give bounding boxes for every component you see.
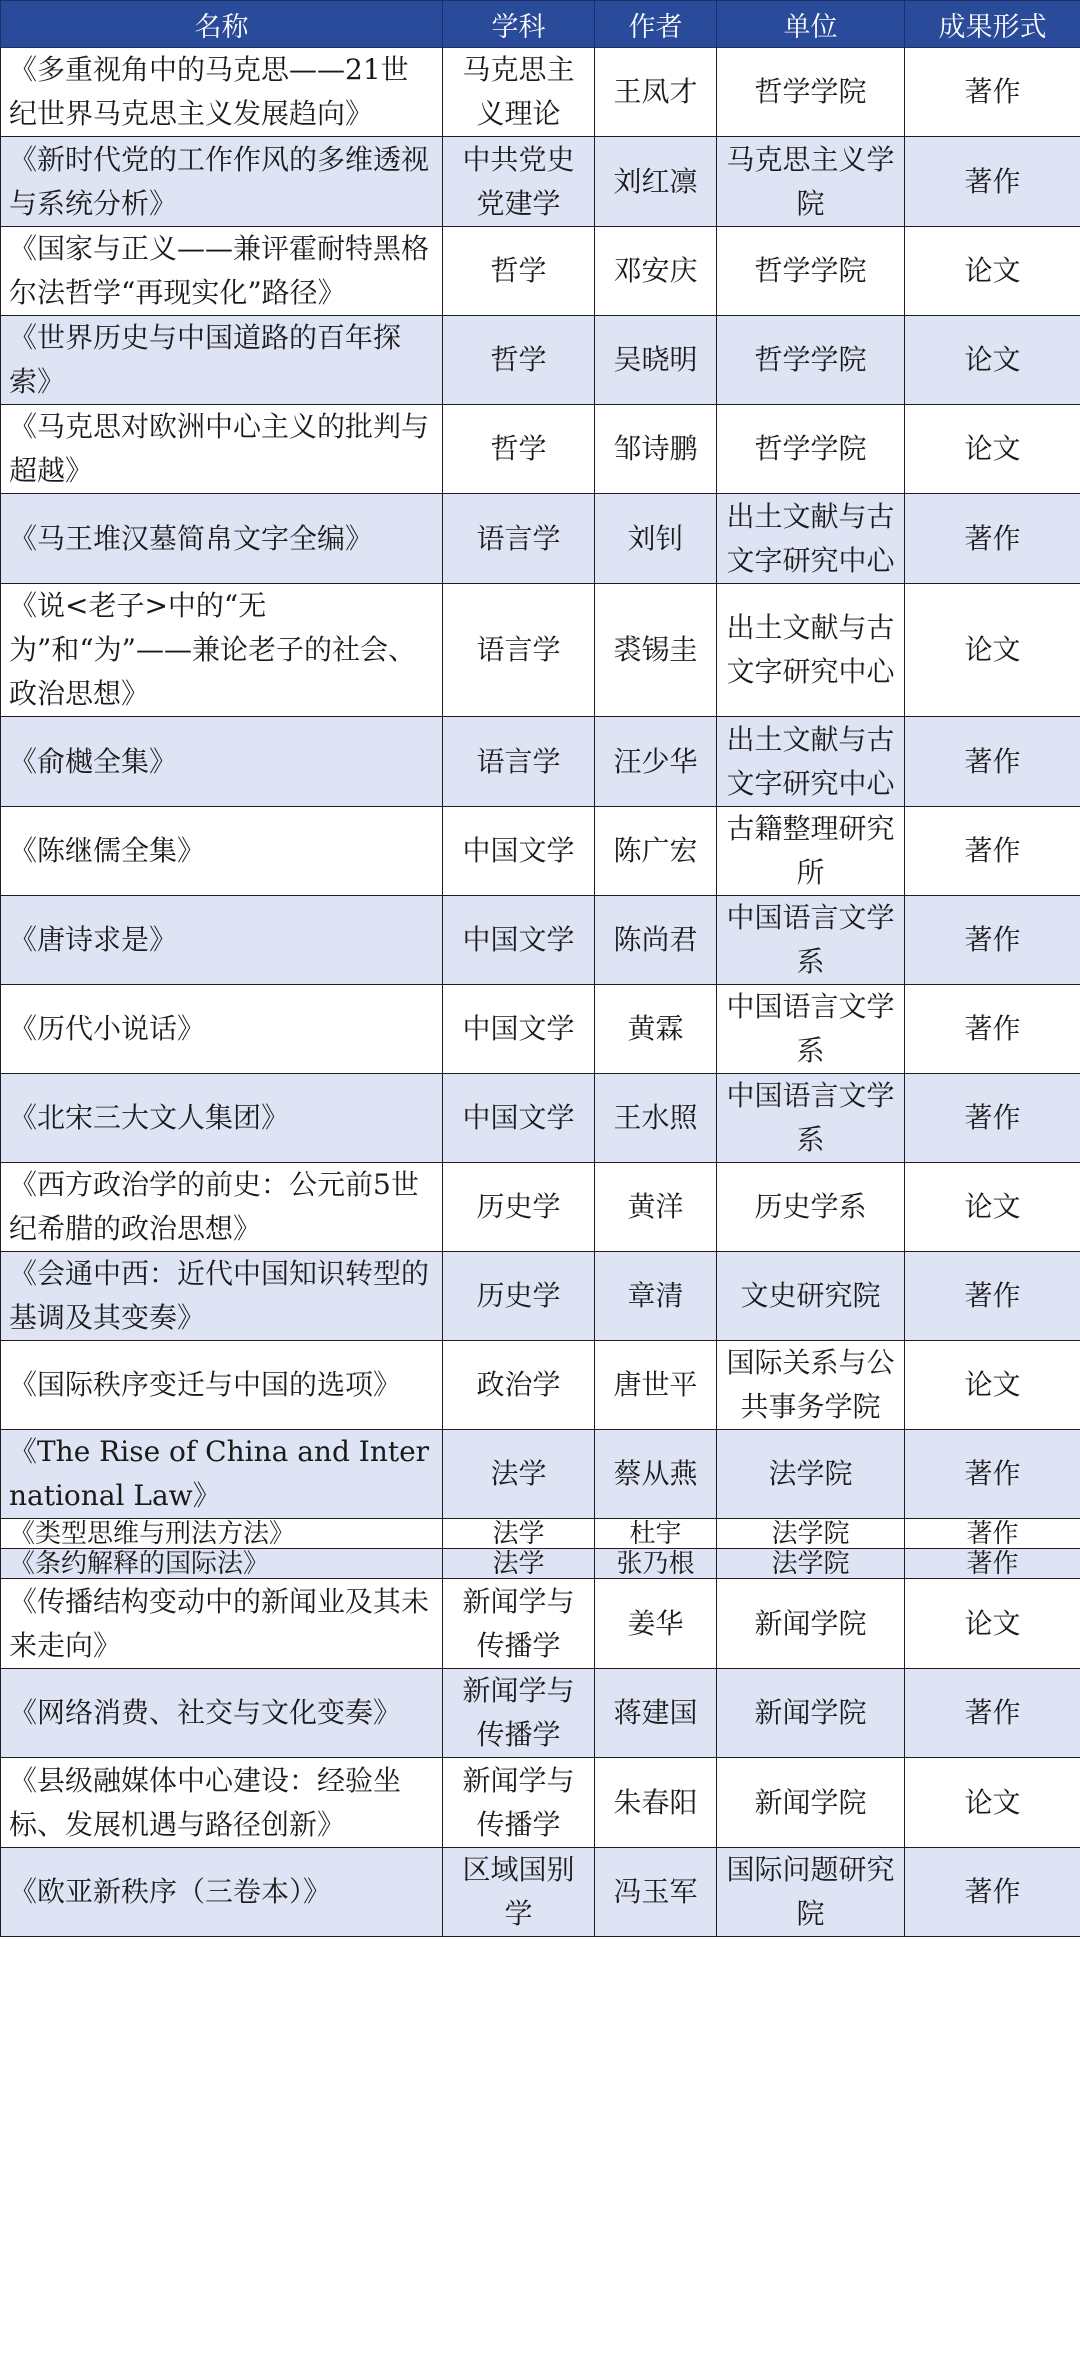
cell-subject: 哲学 [443, 405, 595, 494]
table-header [1, 1, 1080, 48]
cell-name: 《多重视角中的马克思——21世纪世界马克思主义发展趋向》 [1, 48, 443, 137]
cell-unit: 哲学学院 [717, 316, 905, 405]
cell-name: 《说<老子>中的“无为”和“为”——兼论老子的社会、政治思想》 [1, 584, 443, 717]
table-row [1, 227, 1080, 316]
cell-form: 论文 [905, 584, 1080, 717]
cell-unit: 新闻学院 [717, 1758, 905, 1848]
cell-author: 张乃根 [595, 1549, 717, 1579]
cell-subject: 政治学 [443, 1341, 595, 1430]
cell-author: 朱春阳 [595, 1758, 717, 1848]
table-row [1, 405, 1080, 494]
cell-form: 论文 [905, 227, 1080, 316]
cell-unit: 马克思主义学院 [717, 137, 905, 227]
cell-subject: 历史学 [443, 1163, 595, 1252]
cell-unit: 哲学学院 [717, 48, 905, 137]
cell-author: 裘锡圭 [595, 584, 717, 717]
cell-unit: 中国语言文学系 [717, 896, 905, 985]
cell-form: 论文 [905, 1163, 1080, 1252]
cell-subject: 语言学 [443, 494, 595, 584]
cell-subject: 语言学 [443, 717, 595, 807]
table-row [1, 985, 1080, 1074]
table-row [1, 494, 1080, 584]
cell-form: 著作 [905, 1519, 1080, 1549]
cell-author: 吴晓明 [595, 316, 717, 405]
cell-name: 《国际秩序变迁与中国的选项》 [1, 1341, 443, 1430]
cell-name: 《传播结构变动中的新闻业及其未来走向》 [1, 1579, 443, 1669]
cell-author: 陈广宏 [595, 807, 717, 896]
cell-author: 王凤才 [595, 48, 717, 137]
cell-name: 《网络消费、社交与文化变奏》 [1, 1669, 443, 1758]
cell-subject: 中共党史党建学 [443, 137, 595, 227]
cell-author: 邹诗鹏 [595, 405, 717, 494]
cell-author: 刘红凛 [595, 137, 717, 227]
table-row [1, 316, 1080, 405]
cell-form: 著作 [905, 494, 1080, 584]
cell-name: 《县级融媒体中心建设：经验坐标、发展机遇与路径创新》 [1, 1758, 443, 1848]
cell-subject: 中国文学 [443, 1074, 595, 1163]
cell-author: 杜宇 [595, 1519, 717, 1549]
cell-form: 著作 [905, 896, 1080, 985]
cell-subject: 中国文学 [443, 807, 595, 896]
cell-form: 著作 [905, 1430, 1080, 1519]
cell-subject: 哲学 [443, 316, 595, 405]
cell-author: 黄洋 [595, 1163, 717, 1252]
cell-subject: 语言学 [443, 584, 595, 717]
cell-author: 黄霖 [595, 985, 717, 1074]
cell-unit: 法学院 [717, 1549, 905, 1579]
cell-form: 著作 [905, 137, 1080, 227]
cell-unit: 法学院 [717, 1519, 905, 1549]
cell-name: 《马王堆汉墓简帛文字全编》 [1, 494, 443, 584]
table-row [1, 717, 1080, 807]
cell-author: 章清 [595, 1252, 717, 1341]
cell-author: 陈尚君 [595, 896, 717, 985]
cell-form: 论文 [905, 1758, 1080, 1848]
cell-name: 《俞樾全集》 [1, 717, 443, 807]
table-row [1, 1430, 1080, 1519]
header-unit: 单位 [717, 1, 905, 48]
cell-form: 著作 [905, 1074, 1080, 1163]
cell-form: 著作 [905, 1549, 1080, 1579]
cell-form: 著作 [905, 717, 1080, 807]
cell-author: 蔡从燕 [595, 1430, 717, 1519]
cell-subject: 新闻学与传播学 [443, 1669, 595, 1758]
cell-unit: 历史学系 [717, 1163, 905, 1252]
cell-author: 蒋建国 [595, 1669, 717, 1758]
cell-author: 王水照 [595, 1074, 717, 1163]
cell-subject: 新闻学与传播学 [443, 1758, 595, 1848]
cell-unit: 哲学学院 [717, 227, 905, 316]
cell-name: 《类型思维与刑法方法》 [1, 1519, 443, 1549]
table-row [1, 1074, 1080, 1163]
cell-form: 著作 [905, 1669, 1080, 1758]
table-row [1, 807, 1080, 896]
table-row [1, 1848, 1080, 1937]
cell-unit: 国际关系与公共事务学院 [717, 1341, 905, 1430]
cell-name: 《The Rise of China and International Law》 [1, 1430, 443, 1519]
cell-author: 姜华 [595, 1579, 717, 1669]
cell-author: 邓安庆 [595, 227, 717, 316]
cell-subject: 中国文学 [443, 985, 595, 1074]
cell-name: 《新时代党的工作作风的多维透视与系统分析》 [1, 137, 443, 227]
cell-unit: 中国语言文学系 [717, 985, 905, 1074]
cell-unit: 出土文献与古文字研究中心 [717, 717, 905, 807]
cell-form: 著作 [905, 1848, 1080, 1937]
cell-subject: 法学 [443, 1430, 595, 1519]
cell-unit: 国际问题研究院 [717, 1848, 905, 1937]
cell-name: 《世界历史与中国道路的百年探索》 [1, 316, 443, 405]
cell-form: 著作 [905, 48, 1080, 137]
cell-subject: 中国文学 [443, 896, 595, 985]
table-row [1, 1579, 1080, 1669]
cell-name: 《欧亚新秩序（三卷本）》 [1, 1848, 443, 1937]
cell-author: 汪少华 [595, 717, 717, 807]
cell-form: 论文 [905, 316, 1080, 405]
cell-unit: 文史研究院 [717, 1252, 905, 1341]
cell-form: 论文 [905, 405, 1080, 494]
cell-unit: 新闻学院 [717, 1669, 905, 1758]
cell-name: 《西方政治学的前史：公元前5世纪希腊的政治思想》 [1, 1163, 443, 1252]
cell-form: 论文 [905, 1579, 1080, 1669]
cell-name: 《陈继儒全集》 [1, 807, 443, 896]
cell-name: 《马克思对欧洲中心主义的批判与超越》 [1, 405, 443, 494]
cell-subject: 法学 [443, 1549, 595, 1579]
cell-unit: 哲学学院 [717, 405, 905, 494]
table-row [1, 48, 1080, 137]
table-row [1, 1519, 1080, 1549]
cell-author: 刘钊 [595, 494, 717, 584]
cell-subject: 历史学 [443, 1252, 595, 1341]
table-row [1, 1341, 1080, 1430]
header-subject: 学科 [443, 1, 595, 48]
cell-subject: 马克思主义理论 [443, 48, 595, 137]
cell-form: 著作 [905, 985, 1080, 1074]
cell-name: 《唐诗求是》 [1, 896, 443, 985]
cell-name: 《条约解释的国际法》 [1, 1549, 443, 1579]
table-row [1, 1669, 1080, 1758]
cell-author: 唐世平 [595, 1341, 717, 1430]
header-name: 名称 [1, 1, 443, 48]
cell-unit: 古籍整理研究所 [717, 807, 905, 896]
table-row [1, 896, 1080, 985]
header-form: 成果形式 [905, 1, 1080, 48]
table-row [1, 584, 1080, 717]
cell-form: 论文 [905, 1341, 1080, 1430]
table-row [1, 1163, 1080, 1252]
cell-unit: 出土文献与古文字研究中心 [717, 584, 905, 717]
cell-subject: 新闻学与传播学 [443, 1579, 595, 1669]
cell-unit: 新闻学院 [717, 1579, 905, 1669]
header-row [1, 1, 1080, 48]
cell-unit: 出土文献与古文字研究中心 [717, 494, 905, 584]
table-body [1, 48, 1080, 1937]
cell-subject: 法学 [443, 1519, 595, 1549]
table-row [1, 1252, 1080, 1341]
cell-form: 著作 [905, 1252, 1080, 1341]
cell-name: 《国家与正义——兼评霍耐特黑格尔法哲学“再现实化”路径》 [1, 227, 443, 316]
cell-name: 《北宋三大文人集团》 [1, 1074, 443, 1163]
cell-form: 著作 [905, 807, 1080, 896]
cell-unit: 法学院 [717, 1430, 905, 1519]
cell-name: 《历代小说话》 [1, 985, 443, 1074]
cell-subject: 区域国别学 [443, 1848, 595, 1937]
table-row [1, 137, 1080, 227]
cell-unit: 中国语言文学系 [717, 1074, 905, 1163]
cell-subject: 哲学 [443, 227, 595, 316]
header-author: 作者 [595, 1, 717, 48]
table-row [1, 1549, 1080, 1579]
table-row [1, 1758, 1080, 1848]
cell-author: 冯玉军 [595, 1848, 717, 1937]
cell-name: 《会通中西：近代中国知识转型的基调及其变奏》 [1, 1252, 443, 1341]
